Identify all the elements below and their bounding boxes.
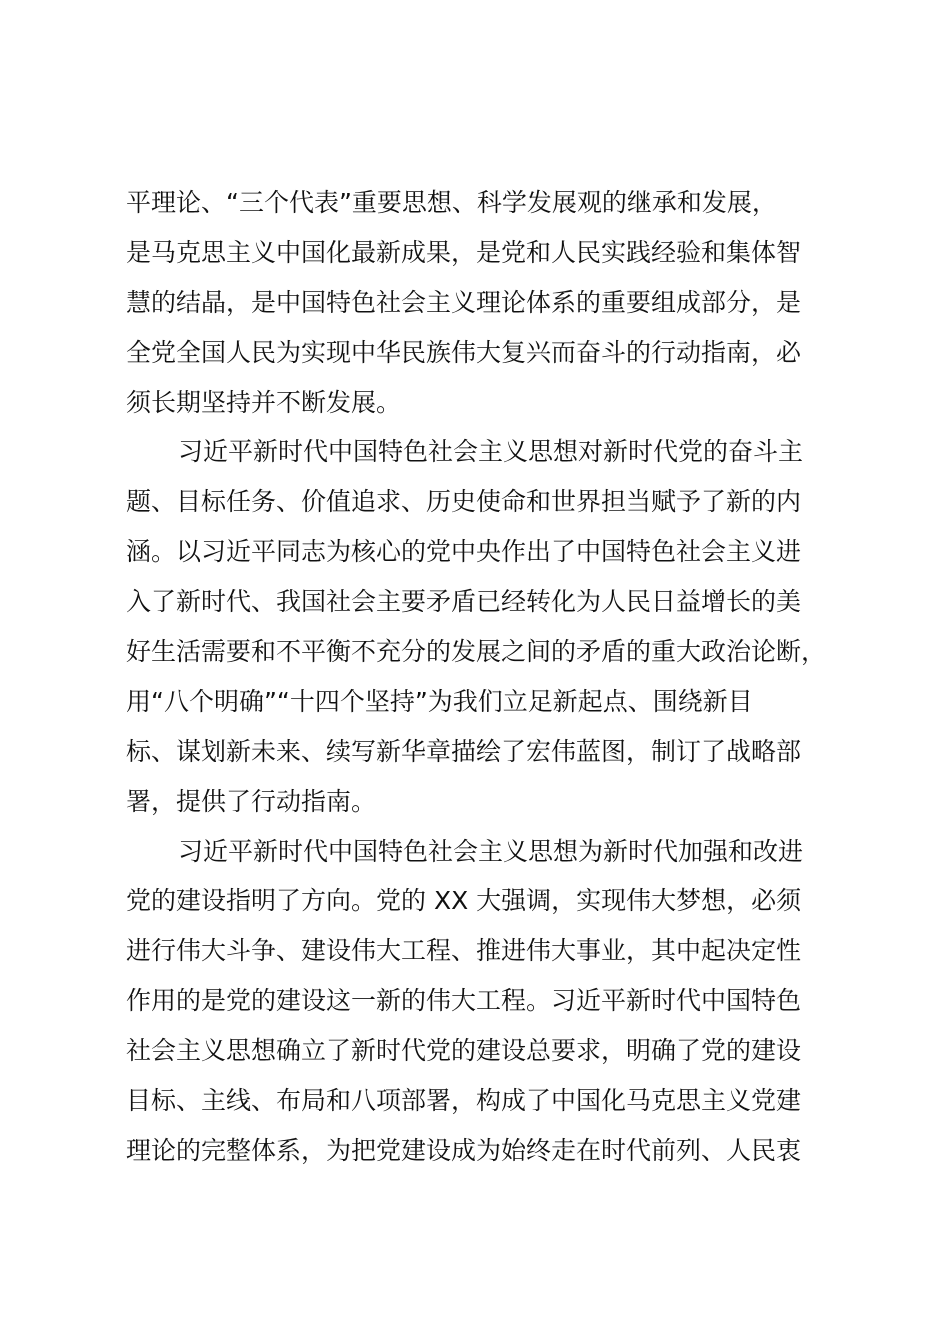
text-line: 用“八个明确”“十四个坚持”为我们立足新起点、围绕新目	[126, 686, 753, 716]
text-line: 社会主义思想确立了新时代党的建设总要求，明确了党的建设	[126, 1036, 802, 1066]
text-line: 署，提供了行动指南。	[126, 786, 377, 816]
text-line: 目标、主线、布局和八项部署，构成了中国化马克思主义党建	[126, 1086, 802, 1116]
text-line: 平理论、“三个代表”重要思想、科学发展观的继承和发展，	[126, 188, 777, 217]
text-line: 好生活需要和不平衡不充分的发展之间的矛盾的重大政治论断，	[126, 637, 827, 667]
text-line: 全党全国人民为实现中华民族伟大复兴而奋斗的行动指南，必	[126, 337, 802, 367]
paragraph-first-line: 习近平新时代中国特色社会主义思想为新时代加强和改进	[178, 836, 804, 866]
text-line: 入了新时代、我国社会主要矛盾已经转化为人民日益增长的美	[126, 587, 802, 617]
text-line: 须长期坚持并不断发展。	[126, 387, 402, 417]
text-line: 是马克思主义中国化最新成果，是党和人民实践经验和集体智	[126, 237, 802, 267]
text-line: 慧的结晶，是中国特色社会主义理论体系的重要组成部分，是	[126, 287, 802, 317]
body-text	[126, 178, 854, 1176]
text-line: 党的建设指明了方向。党的 XX 大强调，实现伟大梦想，必须	[126, 886, 802, 916]
paragraph-first-line: 习近平新时代中国特色社会主义思想对新时代党的奋斗主	[178, 437, 804, 467]
text-line: 涵。以习近平同志为核心的党中央作出了中国特色社会主义进	[126, 537, 802, 567]
text-line: 标、谋划新未来、续写新华章描绘了宏伟蓝图，制订了战略部	[126, 736, 802, 766]
text-line: 题、目标任务、价值追求、历史使命和世界担当赋予了新的内	[126, 487, 802, 517]
text-line: 进行伟大斗争、建设伟大工程、推进伟大事业，其中起决定性	[126, 936, 802, 966]
text-line: 理论的完整体系，为把党建设成为始终走在时代前列、人民衷	[126, 1135, 802, 1165]
text-line: 作用的是党的建设这一新的伟大工程。习近平新时代中国特色	[126, 986, 802, 1016]
